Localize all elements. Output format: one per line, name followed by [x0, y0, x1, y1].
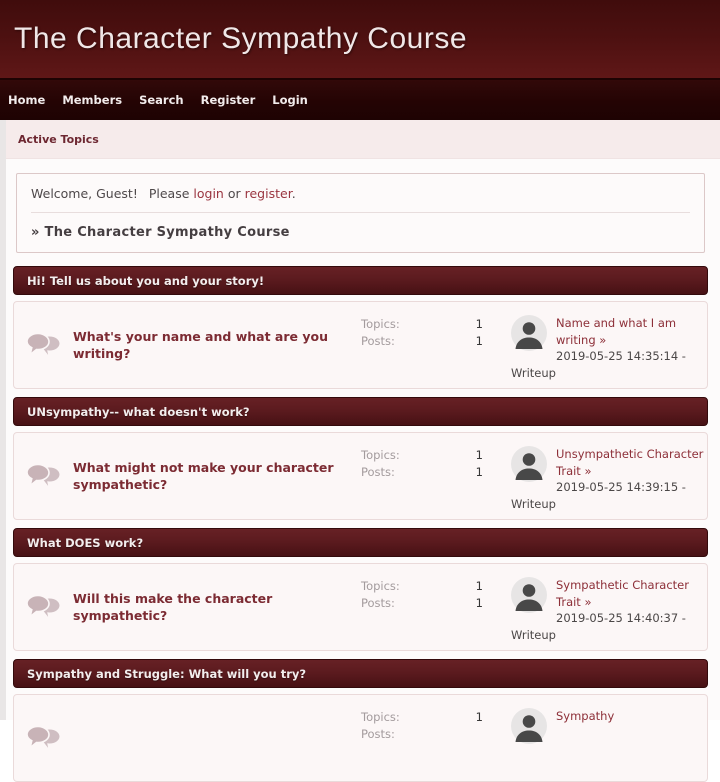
nav-item-search[interactable]: Search [139, 93, 184, 107]
forum-section [6, 397, 720, 520]
arrow-icon: » [584, 594, 592, 609]
forum-stats [361, 433, 511, 519]
section-title: UNsympathy-- what doesn't work? [27, 404, 250, 419]
welcome-box [16, 173, 705, 253]
nav-item-members[interactable]: Members [62, 93, 123, 107]
speech-bubbles-icon [25, 327, 73, 363]
last-post-author: Writeup [511, 365, 556, 380]
register-link[interactable]: register [244, 186, 292, 201]
section-title: Hi! Tell us about you and your story! [27, 273, 265, 288]
arrow-icon: » [584, 463, 592, 478]
last-post-author: Writeup [511, 496, 556, 511]
topics-label: Topics: [361, 448, 400, 462]
forum-section [6, 528, 720, 651]
user-avatar-icon[interactable] [511, 446, 547, 482]
forum-stats [361, 564, 511, 650]
site-header [0, 0, 720, 80]
last-post-date: 2019-05-25 14:35:14 - Writeup [511, 349, 686, 380]
last-post-cell [511, 302, 707, 388]
forum-row [13, 694, 708, 782]
welcome-period: . [291, 186, 296, 201]
main-nav [0, 80, 720, 120]
posts-count: 1 [475, 334, 483, 348]
last-post-date: 2019-05-25 14:39:15 - Writeup [511, 480, 686, 511]
forum-stats [361, 302, 511, 388]
forum-row [13, 301, 708, 389]
posts-label: Posts: [361, 596, 395, 610]
posts-label: Posts: [361, 334, 395, 348]
posts-count: 1 [475, 596, 483, 610]
login-link[interactable]: login [193, 186, 224, 201]
divider [31, 212, 690, 213]
last-post-link[interactable]: Unsympathetic Character Trait » [556, 447, 704, 478]
welcome-or: or [227, 186, 241, 201]
last-post-cell [511, 564, 707, 650]
speech-bubbles-icon [25, 589, 73, 625]
forum-row [13, 563, 708, 651]
section-title: Sympathy and Struggle: What will you try? [27, 666, 307, 681]
forum-section [6, 659, 720, 782]
main-content [6, 173, 720, 782]
last-post-link[interactable]: Sympathy [556, 709, 615, 723]
posts-label: Posts: [361, 465, 395, 479]
forum-link[interactable]: What's your name and what are you writing? [73, 329, 328, 361]
last-post-author: Writeup [511, 627, 556, 642]
topics-count: 1 [475, 448, 483, 462]
topics-count: 1 [475, 710, 483, 724]
section-title: What DOES work? [27, 535, 144, 550]
topics-label: Topics: [361, 317, 400, 331]
forum-stats [361, 695, 511, 781]
section-header [13, 397, 708, 426]
breadcrumb-active-topics[interactable]: Active Topics [18, 132, 99, 146]
forum-section [6, 266, 720, 389]
forum-row [13, 432, 708, 520]
last-post-link[interactable]: Sympathetic Character Trait » [556, 578, 689, 609]
topics-count: 1 [475, 579, 483, 593]
section-header [13, 659, 708, 688]
page-title: The Character Sympathy Course [14, 22, 468, 55]
welcome-please: Please [148, 186, 190, 201]
user-avatar-icon[interactable] [511, 577, 547, 613]
forum-link[interactable]: What might not make your character sympathetic? [73, 460, 334, 492]
breadcrumb [6, 120, 720, 159]
nav-item-register[interactable]: Register [200, 93, 256, 107]
board-link[interactable]: » The Character Sympathy Course [31, 225, 290, 240]
arrow-icon: » [599, 332, 607, 347]
posts-count: 1 [475, 465, 483, 479]
user-avatar-icon[interactable] [511, 315, 547, 351]
speech-bubbles-icon [25, 458, 73, 494]
last-post-cell [511, 695, 707, 781]
nav-item-home[interactable]: Home [8, 93, 46, 107]
welcome-message [31, 186, 690, 201]
topics-label: Topics: [361, 579, 400, 593]
user-avatar-icon[interactable] [511, 708, 547, 744]
posts-label: Posts: [361, 727, 395, 741]
page-body [0, 120, 720, 741]
welcome-greeting: Welcome, Guest! [31, 186, 138, 201]
speech-bubbles-icon [25, 720, 73, 756]
forum-link[interactable]: Will this make the character sympathetic? [73, 591, 273, 623]
section-header [13, 528, 708, 557]
last-post-cell [511, 433, 707, 519]
last-post-date: 2019-05-25 14:40:37 - Writeup [511, 611, 686, 642]
topics-count: 1 [475, 317, 483, 331]
last-post-link[interactable]: Name and what I am writing » [556, 316, 677, 347]
section-header [13, 266, 708, 295]
topics-label: Topics: [361, 710, 400, 724]
nav-item-login[interactable]: Login [272, 93, 308, 107]
